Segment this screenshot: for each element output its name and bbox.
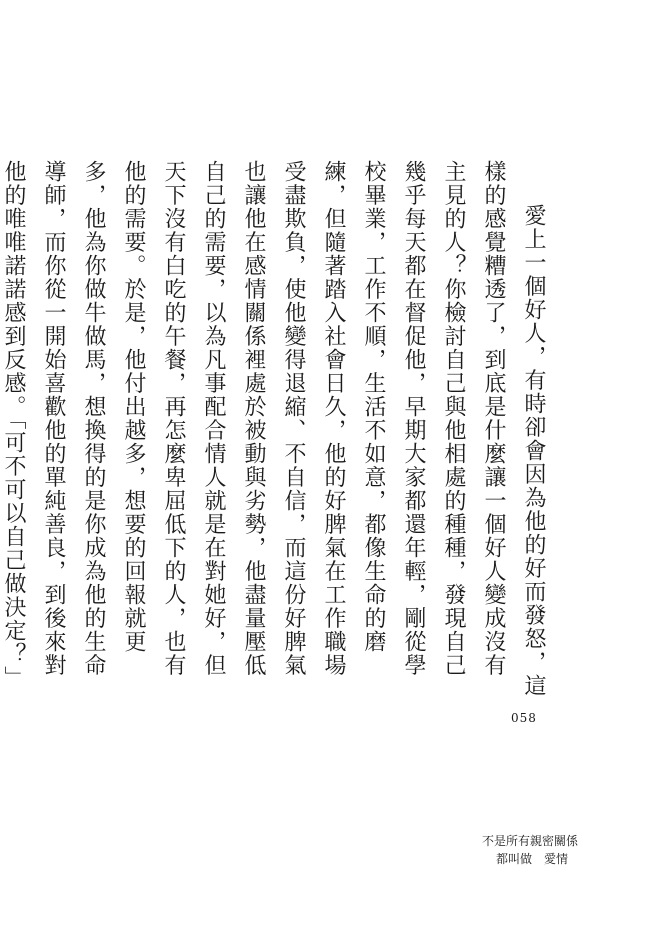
running-footer — [482, 832, 579, 868]
page-number: 058 — [511, 711, 537, 725]
footer-title-line-2: 都叫做 愛情 — [495, 852, 568, 866]
footer-title-line-1: 不是所有親密關係 — [482, 834, 579, 848]
paragraph: 愛上一個好人，有時卻會因為他的好而發怒，這樣的感覺糟透了，到底是什麼讓一個好人變成沒有主見的人？你檢討自己與他相處的種種，發現自己幾乎每天都在督促他，早期大家都還年輕，剛從學校畢業，工作不順，生活不如意，都像生命的磨練，但隨著踏入社會日久，他的好脾氣在工作職場受盡欺負，使他變得退縮、不自信，而這份好脾氣也讓他在感情關係裡處於被動與劣勢，他盡量壓低自己的需要，以為凡事配合情人就是在對她好，但天下沒有白吃的午餐，再怎麼卑屈低下的人，也有他的需要。於是，他付出越多，想要的回報就更多，他為你做牛做馬，想換得的是你成為他的生命導師，而你從一開始喜歡他的單純善良，到後來對他的唯唯諾諾感到反感。「可不可以自己做決定？」 — [1, 160, 546, 698]
body-text — [0, 160, 553, 700]
